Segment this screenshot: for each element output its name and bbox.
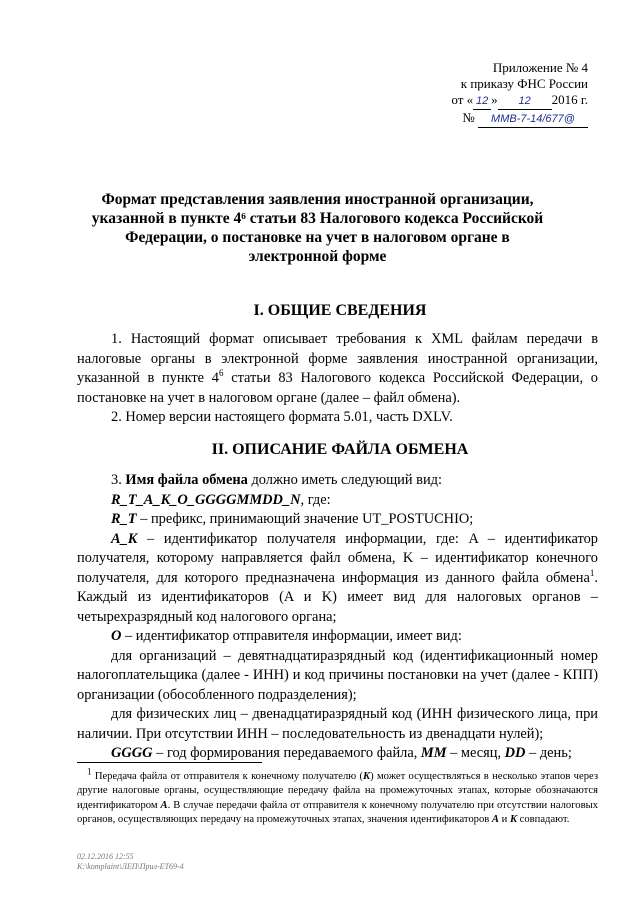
mm-code: MM [420,745,447,761]
footnote-text-a: Передача файла от отправителя к конечному получателю ( [91,771,364,782]
footnote-text-b: ) может осуществляться в несколько этапов через другие налоговые органы, осуществляющие передачу файла на промежуточных этапах, которые обозначаются идентификатором [77,771,599,811]
paragraph-2: 2. Номер версии настоящего формата 5.01, часть DXLV. [111,409,453,425]
date-day: 12 [473,93,491,110]
dd-code: DD [504,745,526,761]
paragraph-1-sup: 6 [218,368,224,379]
document-title: Формат представления заявления иностранной организации, указанной в пункте 4⁶ статьи 83 Налогового кодекса Российской Федерации, о постановке на учет в налоговом органе в электронной форме [91,191,544,265]
gggg-code: GGGG [111,745,153,761]
gggg-text: – год формирования передаваемого файла, [152,745,421,761]
footnote-marker: 1 [87,766,92,777]
organization-definition: для организаций – девятнадцатиразрядный код (идентификационный номер налогоплательщика (далее - ИНН) и код причины постановки на учет (далее - КПП) организации (обособленного подразделения); [77,647,598,703]
pattern-code: R_T_A_K_O_GGGGMMDD_N [111,491,301,508]
stamp-date: 02.12.2016 12:55 [77,852,134,861]
o-text: – идентификатор отправителя информации, имеет вид: [121,628,462,644]
dd-text: – день; [525,745,572,761]
paragraph-3-bold: Имя файла обмена [125,472,248,488]
mm-text: – месяц, [446,745,505,761]
footnote-divider [77,762,262,763]
section-2-heading: II. ОПИСАНИЕ ФАЙЛА ОБМЕНА [211,441,469,458]
paragraph-3-rest: должно иметь следующий вид: [247,472,442,488]
paragraph-3 [77,471,598,491]
date-definition [77,744,598,764]
footnote-text [77,766,599,828]
date-year: 2016 г. [551,92,588,107]
appendix-title: Приложение № 4 [492,60,588,75]
print-stamp [77,852,184,872]
appendix-date [398,92,588,110]
date-mid: » [491,92,498,107]
paragraph-3-num: 3. [111,472,126,488]
date-prefix: от « [451,92,474,107]
ak-footnote-ref: 1 [589,567,595,578]
footnote [77,766,599,828]
footnote-k1: K [363,771,371,782]
section-1-body [77,330,598,428]
footnote-text-d: и [498,814,510,826]
section-1-heading: I. ОБЩИЕ СВЕДЕНИЯ [253,302,427,319]
paragraph-1-text-b: статьи 83 Налогового кодекса Российской Федерации, о постановке на учет в налоговом органе (далее – файл обмена). [77,370,598,406]
o-definition [77,627,598,647]
ak-text-a: – идентификатор получателя информации, где: A – идентификатор получателя, которому направляется файл обмена, K – идентификатор конечного получателя, для которого предназначена информация из данного файла обмена [77,530,598,586]
number-value: ММВ-7-14/677@ [478,111,588,128]
footnote-text-e: совпадают. [517,814,570,826]
date-month: 12 [498,93,552,110]
file-name-pattern [77,491,598,511]
appendix-header [398,60,588,128]
rt-text: – префикс, принимающий значение UT_POSTUCHIO; [136,511,474,527]
section-2-body [77,471,598,764]
ak-code: A_K [111,530,138,547]
footnote-a2: A [491,814,499,826]
paragraph-1-text-a: 1. Настоящий формат описывает требования к XML файлам передачи в налоговые органы в электронной форме заявления иностранной организации, указанной в пункте 4 [77,331,598,386]
pattern-rest: , где: [300,491,331,508]
appendix-number [398,110,588,128]
rt-code: R_T [111,511,137,527]
o-code: O [111,628,122,644]
individual-definition: для физических лиц – двенадцатиразрядный код (ИНН физического лица, при наличии. При отсутствии ИНН – последовательность из двенадцати нулей); [77,706,598,742]
stamp-path: K:\komplaint\ЛЕП\Прил-ЕТ69-4 [77,862,184,871]
ak-definition [77,530,598,628]
appendix-order: к приказу ФНС России [460,76,588,91]
number-prefix: № [462,110,475,125]
footnote-a1: A [160,799,168,811]
footnote-k2: K [509,814,518,826]
footnote-text-c: . В случае передачи файла от отправителя к конечному получателю при отсутствии налоговых органов, осуществляющих передачу на промежуточных этапах, значения идентификаторов [77,799,599,826]
rt-definition [77,510,598,530]
ak-text-b: . Каждый из идентификаторов (A и K) имеет вид для налоговых органов – четырехразрядный код налогового органа; [77,569,598,625]
paragraph-1 [77,330,598,408]
